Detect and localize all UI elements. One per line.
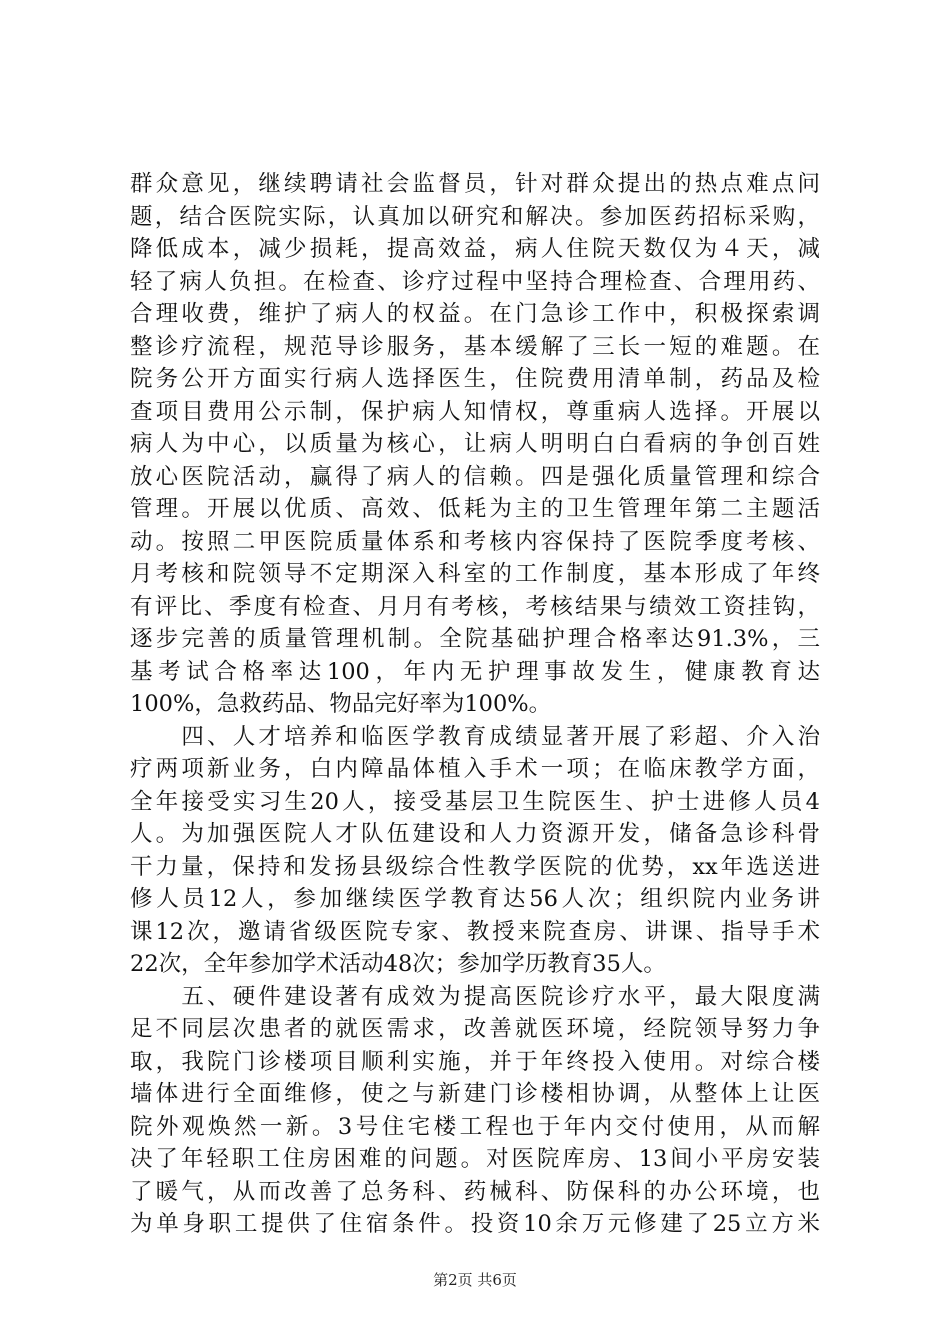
text-line: 病人为中心，以质量为核心，让病人明明白白看病的争创百姓 [130, 431, 820, 457]
text-line: 基考试合格率达100，年内无护理事故发生，健康教育达 [130, 658, 820, 685]
document-body [130, 168, 820, 1241]
text-line: 课12次，邀请省级医院专家、教授来院查房、讲课、指导手术 [130, 918, 820, 945]
text-line: 取，我院门诊楼项目顺利实施，并于年终投入使用。对综合楼 [130, 1048, 820, 1075]
text-line: 有评比、季度有检查、月月有考核，考核结果与绩效工资挂钩， [130, 593, 820, 620]
text-line: 修人员12人，参加继续医学教育达56人次；组织院内业务讲 [130, 886, 820, 912]
text-line: 全年接受实习生20人，接受基层卫生院医生、护士进修人员4 [130, 788, 820, 815]
text-line: 了暖气，从而改善了总务科、药械科、防保科的办公环境，也 [130, 1178, 820, 1205]
text-line: 降低成本，减少损耗，提高效益，病人住院天数仅为４天，减 [130, 236, 820, 262]
text-line: 逐步完善的质量管理机制。全院基础护理合格率达91.3%，三 [130, 626, 820, 652]
text-line: 轻了病人负担。在检查、诊疗过程中坚持合理检查、合理用药、 [130, 268, 820, 295]
text-line: 动。按照二甲医院质量体系和考核内容保持了医院季度考核、 [130, 528, 820, 555]
text-line: 院外观焕然一新。3号住宅楼工程也于年内交付使用，从而解 [130, 1113, 820, 1140]
text-line: 五、硬件建设著有成效为提高医院诊疗水平，最大限度满 [130, 983, 820, 1010]
text-line: 群众意见，继续聘请社会监督员，针对群众提出的热点难点问 [130, 171, 820, 197]
text-line: 为单身职工提供了住宿条件。投资10余万元修建了25立方米 [130, 1211, 820, 1237]
text-line: 疗两项新业务，白内障晶体植入手术一项；在临床教学方面， [130, 756, 820, 782]
text-line: 整诊疗流程，规范导诊服务，基本缓解了三长一短的难题。在 [130, 333, 820, 360]
text-line: 合理收费，维护了病人的权益。在门急诊工作中，积极探索调 [130, 301, 820, 327]
text-line: 四、人才培养和临医学教育成绩显著开展了彩超、介入治 [130, 723, 820, 750]
text-line: 题，结合医院实际，认真加以研究和解决。参加医药招标采购， [130, 203, 820, 230]
text-line-paragraph-end: 22次，全年参加学术活动48次；参加学历教育35人。 [130, 951, 666, 977]
text-line: 人。为加强医院人才队伍建设和人力资源开发，储备急诊科骨 [130, 821, 820, 847]
text-line-paragraph-end: 100%，急救药品、物品完好率为100%。 [130, 691, 552, 717]
text-line: 院务公开方面实行病人选择医生，住院费用清单制，药品及检 [130, 366, 820, 392]
text-line: 足不同层次患者的就医需求，改善就医环境，经院领导努力争 [130, 1016, 820, 1042]
text-line: 月考核和院领导不定期深入科室的工作制度，基本形成了年终 [130, 561, 820, 587]
page-number-footer: 第2页 共6页 [433, 1271, 517, 1289]
text-line: 墙体进行全面维修，使之与新建门诊楼相协调，从整体上让医 [130, 1081, 820, 1107]
text-line: 干力量，保持和发扬县级综合性教学医院的优势，xx年选送进 [130, 853, 820, 880]
text-line: 管理。开展以优质、高效、低耗为主的卫生管理年第二主题活 [130, 496, 820, 522]
text-line: 查项目费用公示制，保护病人知情权，尊重病人选择。开展以 [130, 398, 820, 425]
text-line: 放心医院活动，赢得了病人的信赖。四是强化质量管理和综合 [130, 463, 820, 490]
text-line: 决了年轻职工住房困难的问题。对医院库房、13间小平房安装 [130, 1146, 820, 1172]
